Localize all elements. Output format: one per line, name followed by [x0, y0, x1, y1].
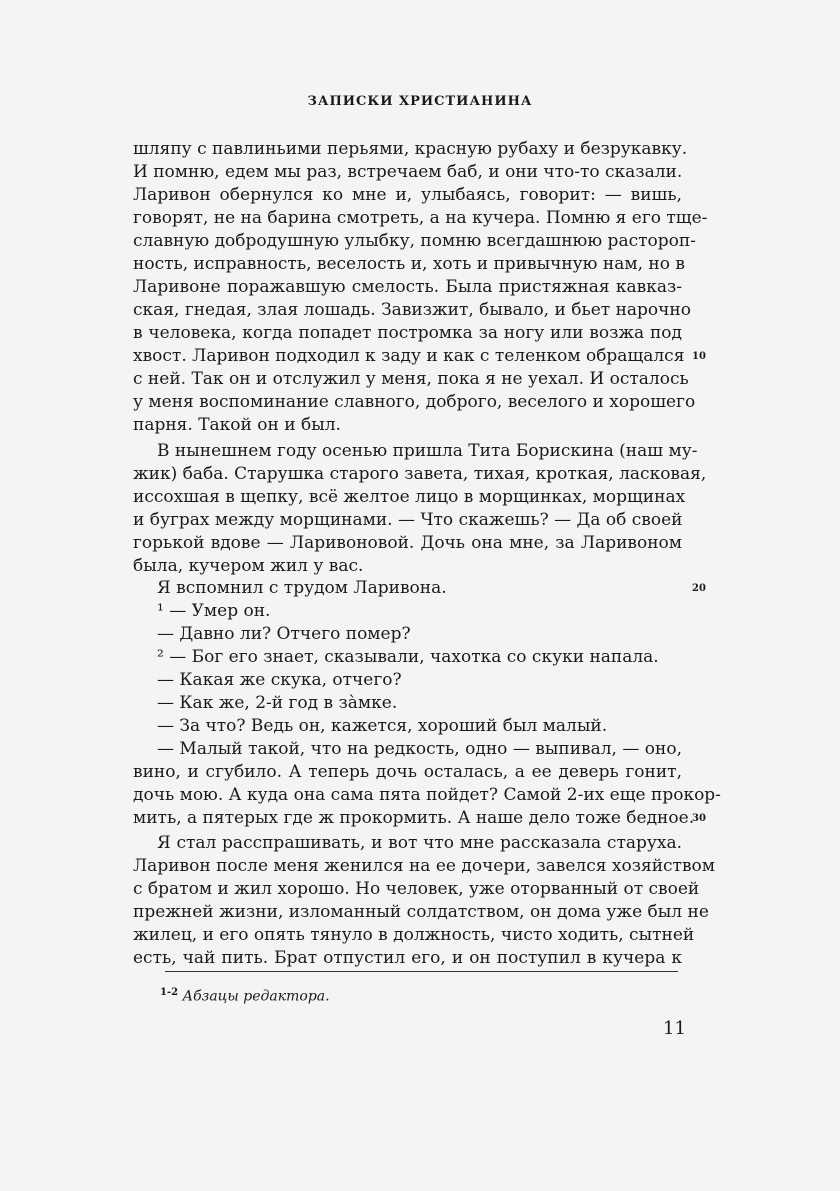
line-number-marker: 20 — [692, 583, 706, 594]
text-line: мить, а пятерых где ж прокормить. А наше дело тоже бедное. — [133, 808, 695, 828]
running-header: ЗАПИСКИ ХРИСТИАНИНА — [307, 94, 533, 109]
text-line: хвост. Ларивон подходил к заду и как с теленком обращался — [133, 346, 685, 366]
page-number: 11 — [663, 1018, 686, 1039]
text-line: — Давно ли? Отчего помер? — [157, 624, 411, 644]
text-line: Ларивоне поражавшую смелость. Была пристяжная кавказ- — [133, 277, 682, 297]
text-line: и буграх между морщинами. — Что скажешь? — Да об своей — [133, 510, 683, 530]
text-line: иссохшая в щепку, всё желтое лицо в морщинках, морщинах — [133, 487, 686, 507]
text-line: вино, и сгубило. А теперь дочь осталась, а ее деверь гонит, — [133, 762, 682, 782]
text-line: ² — Бог его знает, сказывали, чахотка со скуки напала. — [157, 647, 659, 667]
text-line: с ней. Так он и отслужил у меня, пока я не уехал. И осталось — [133, 369, 689, 389]
text-line: — Какая же скука, отчего? — [157, 670, 402, 690]
text-line: прежней жизни, изломанный солдатством, он дома уже был не — [133, 902, 709, 922]
footnote-divider — [165, 971, 678, 972]
text-line: была, кучером жил у вас. — [133, 556, 364, 576]
footnote — [160, 987, 330, 1005]
text-line: И помню, едем мы раз, встречаем баб, и они что-то сказали. — [133, 162, 683, 182]
line-number-marker: 10 — [692, 351, 706, 362]
text-line: — Малый такой, что на редкость, одно — выпивал, — оно, — [157, 739, 682, 759]
text-line: ность, исправность, веселость и, хоть и привычную нам, но в — [133, 254, 685, 274]
text-line: В нынешнем году осенью пришла Тита Борискина (наш му- — [157, 441, 698, 461]
footnote-text: Абзацы редактора. — [182, 988, 330, 1005]
text-line: — Как же, 2-й год в за̀мке. — [157, 693, 398, 713]
text-line: славную добродушную улыбку, помню всегдашнюю растороп- — [133, 231, 696, 251]
text-line: Ларивон обернулся ко мне и, улыбаясь, говорит: — вишь, — [133, 185, 682, 205]
text-line: с братом и жил хорошо. Но человек, уже оторванный от своей — [133, 879, 700, 899]
text-line: есть, чай пить. Брат отпустил его, и он поступил в кучера к — [133, 948, 682, 968]
text-line: горькой вдове — Ларивоновой. Дочь она мне, за Ларивоном — [133, 533, 682, 553]
text-line: Я вспомнил с трудом Ларивона. — [157, 578, 447, 598]
text-line: дочь мою. А куда она сама пята пойдет? Самой 2-их еще прокор- — [133, 785, 721, 805]
text-line: Ларивон после меня женился на ее дочери, завелся хозяйством — [133, 856, 715, 876]
text-line: Я стал расспрашивать, и вот что мне рассказала старуха. — [157, 833, 682, 853]
footnote-mark: 1-2 — [160, 987, 179, 998]
text-line: шляпу с павлиньими перьями, красную рубаху и безрукавку. — [133, 139, 688, 159]
text-line: у меня воспоминание славного, доброго, веселого и хорошего — [133, 392, 696, 412]
text-line: говорят, не на барина смотреть, а на кучера. Помню я его тще- — [133, 208, 708, 228]
line-number-marker: 30 — [692, 813, 706, 824]
text-line: ¹ — Умер он. — [157, 601, 271, 621]
text-line: парня. Такой он и был. — [133, 415, 341, 435]
text-line: в человека, когда попадет постромка за ногу или возжа под — [133, 323, 682, 343]
text-line: — За что? Ведь он, кажется, хороший был малый. — [157, 716, 608, 736]
text-line: жилец, и его опять тянуло в должность, чисто ходить, сытней — [133, 925, 695, 945]
text-line: жик) баба. Старушка старого завета, тихая, кроткая, ласковая, — [133, 464, 707, 484]
text-line: ская, гнедая, злая лошадь. Завизжит, бывало, и бьет нарочно — [133, 300, 691, 320]
